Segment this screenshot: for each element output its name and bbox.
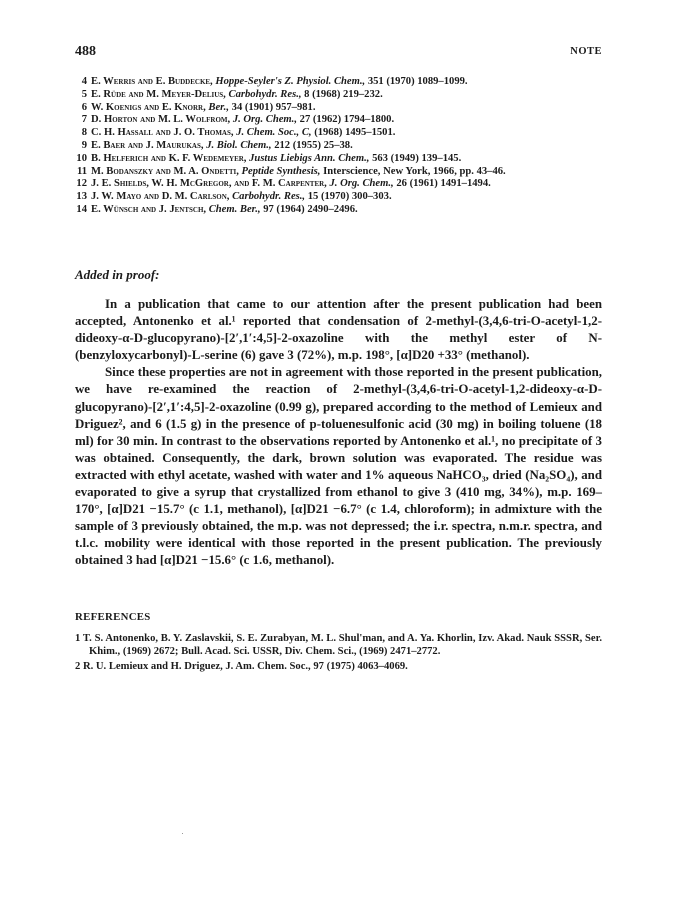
reference-item: 11 M. Bodanszky and M. A. Ondetti, Peptide Synthesis, Interscience, New York, 1966, pp. 43–46.	[76, 165, 506, 177]
reference-item: 6 W. Koenigs and E. Knorr, Ber., 34 (1901) 957–981.	[81, 101, 316, 113]
reference-item: 9 E. Baer and J. Maurukas, J. Biol. Chem., 212 (1955) 25–38.	[81, 139, 353, 151]
reference-list	[75, 632, 602, 674]
reference-item: 7 D. Horton and M. L. Wolfrom, J. Org. Chem., 27 (1962) 1794–1800.	[81, 114, 395, 126]
body-text	[75, 296, 602, 570]
reference-list-continued	[75, 76, 615, 217]
running-head: NOTE	[570, 46, 602, 57]
reference-item: 8 C. H. Hassall and J. O. Thomas, J. Chem. Soc., C, (1968) 1495–1501.	[81, 127, 396, 139]
page-number: 488	[75, 44, 96, 59]
reference-item: 1 T. S. Antonenko, B. Y. Zaslavskii, S. E. Zurabyan, M. L. Shul'man, and A. Ya. Khorlin, Izv. Akad. Nauk SSSR, Ser. Khim., (1969) 2672; Bull. Acad. Sci. USSR, Div. Chem. Sci., (1969) 2471–2772.	[75, 633, 602, 658]
reference-item: 2 R. U. Lemieux and H. Driguez, J. Am. Chem. Soc., 97 (1975) 4063–4069.	[75, 661, 408, 673]
added-in-proof-heading: Added in proof:	[75, 267, 160, 282]
reference-item: 4 E. Werris and E. Buddecke, Hoppe-Seyler's Z. Physiol. Chem., 351 (1970) 1089–1099.	[81, 76, 468, 87]
reference-item: 14 E. Wünsch and J. Jentsch, Chem. Ber., 97 (1964) 2490–2496.	[76, 203, 358, 215]
references-heading: REFERENCES	[75, 611, 151, 623]
reference-item: 10 B. Helferich and K. F. Wedemeyer, Justus Liebigs Ann. Chem., 563 (1949) 139–145.	[76, 152, 462, 164]
reference-item: 5 E. Rüde and M. Meyer-Delius, Carbohydr. Res., 8 (1968) 219–232.	[81, 88, 383, 100]
scan-speck	[182, 833, 183, 834]
paragraph-1: In a publication that came to our attention after the present publication had been accepted, Antonenko et al.¹ reported that condensation of 2-methyl-(3,4,6-tri-O-acetyl-1,2-dideoxy-α-D-glucopyrano)-[2′,1′:4,5]-2-oxazoline with the methyl ester of N-(benzyloxycarbonyl)-L-serine (6) gave 3 (72%), m.p. 198°, [α]D20 +33° (methanol).	[75, 297, 602, 363]
page-header	[75, 44, 602, 64]
reference-item: 12 J. E. Shields, W. H. McGregor, and F. M. Carpenter, J. Org. Chem., 26 (1961) 1491–1494.	[76, 178, 491, 190]
paragraph-2: Since these properties are not in agreement with those reported in the present publication, we have re-examined the reaction of 2-methyl-(3,4,6-tri-O-acetyl-1,2-dideoxy-α-D-glucopyrano)-[2′,1′:4,5]-2-oxazoline (0.99 g), prepared according to the method of Lemieux and Driguez², and 6 (1.5 g) in the presence of p-toluenesulfonic acid (30 mg) in boiling toluene (18 ml) for 30 min. In contrast to the observations reported by Antonenko et al.¹, no precipitate of 3 was obtained. Consequently, the dark, brown solution was evaporated. The residue was extracted with ethyl acetate, washed with water and 1% aqueous NaHCO₃, dried (Na₂SO₄), and evaporated to give a syrup that crystallized from ethanol to give 3 (410 mg, 34%), m.p. 169–170°, [α]D21 −15.7° (c 1.1, methanol), [α]D21 −6.7° (c 1.4, chloroform); in admixture with the sample of 3 previously obtained, the m.p. was not depressed; the i.r. spectra, n.m.r. spectra, and t.l.c. mobility were identical with those reported in the present publication. The previously obtained 3 had [α]D21 −15.6° (c 1.6, methanol).	[75, 365, 602, 568]
reference-item: 13 J. W. Mayo and D. M. Carlson, Carbohydr. Res., 15 (1970) 300–303.	[76, 191, 392, 203]
